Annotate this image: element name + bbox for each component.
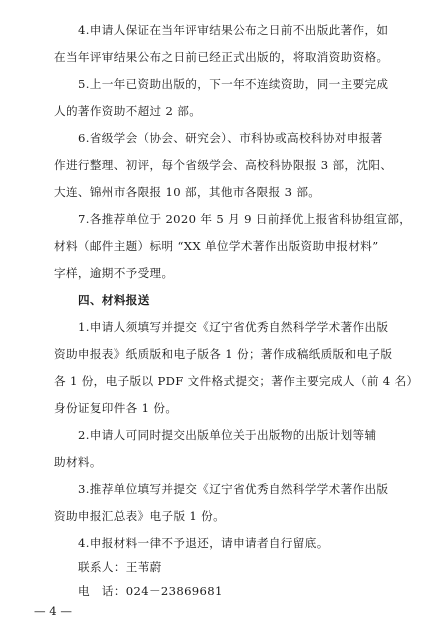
contact-phone: 电 话：024－23869681 [78,584,223,598]
text-line: 身份证复印件各 1 份。 [54,401,178,415]
text-line: 4.申请人保证在当年评审结果公布之日前不出版此著作，如 [78,23,389,37]
contact-person: 联系人：王苇蔚 [78,560,162,574]
text-line: 材料（邮件主题）标明 “XX 单位学术著作出版资助申报材料” [54,239,379,253]
text-line: 6.省级学会（协会、研究会）、市科协或高校科协对申报著 [78,131,383,145]
text-line: 人的著作资助不超过 2 部。 [54,104,202,118]
text-line: 大连、锦州市各限报 10 部，其他市各限报 3 部。 [54,185,321,199]
text-line: 助材料。 [54,455,102,469]
text-line: 资助申报汇总表》电子版 1 份。 [54,509,226,523]
text-line: 1.申请人须填写并提交《辽宁省优秀自然科学学术著作出版 [78,320,389,334]
text-line: 7.各推荐单位于 2020 年 5 月 9 日前择优上报省科协组宣部， [78,212,412,226]
text-line: 在当年评审结果公布之日前已经正式出版的，将取消资助资格。 [54,50,389,64]
text-line: 5.上一年已资助出版的，下一年不连续资助，同一主要完成 [78,77,389,91]
text-line: 字样，逾期不予受理。 [54,266,174,280]
section-heading: 四、材料报送 [78,293,150,307]
text-line: 作进行整理、初评，每个省级学会、高校科协限报 3 部，沈阳、 [54,158,393,172]
text-line: 2.申请人可同时提交出版单位关于出版物的出版计划等辅 [78,428,377,442]
text-line: 各 1 份，电子版以 PDF 文件格式提交；著作主要完成人（前 4 名） [54,374,419,388]
text-line: 4.申报材料一律不予退还，请申请者自行留底。 [78,536,329,550]
text-line: 3.推荐单位填写并提交《辽宁省优秀自然科学学术著作出版 [78,482,389,496]
page-number: — 4 — [34,604,72,618]
text-line: 资助申报表》纸质版和电子版各 1 份；著作成稿纸质版和电子版 [54,347,393,361]
